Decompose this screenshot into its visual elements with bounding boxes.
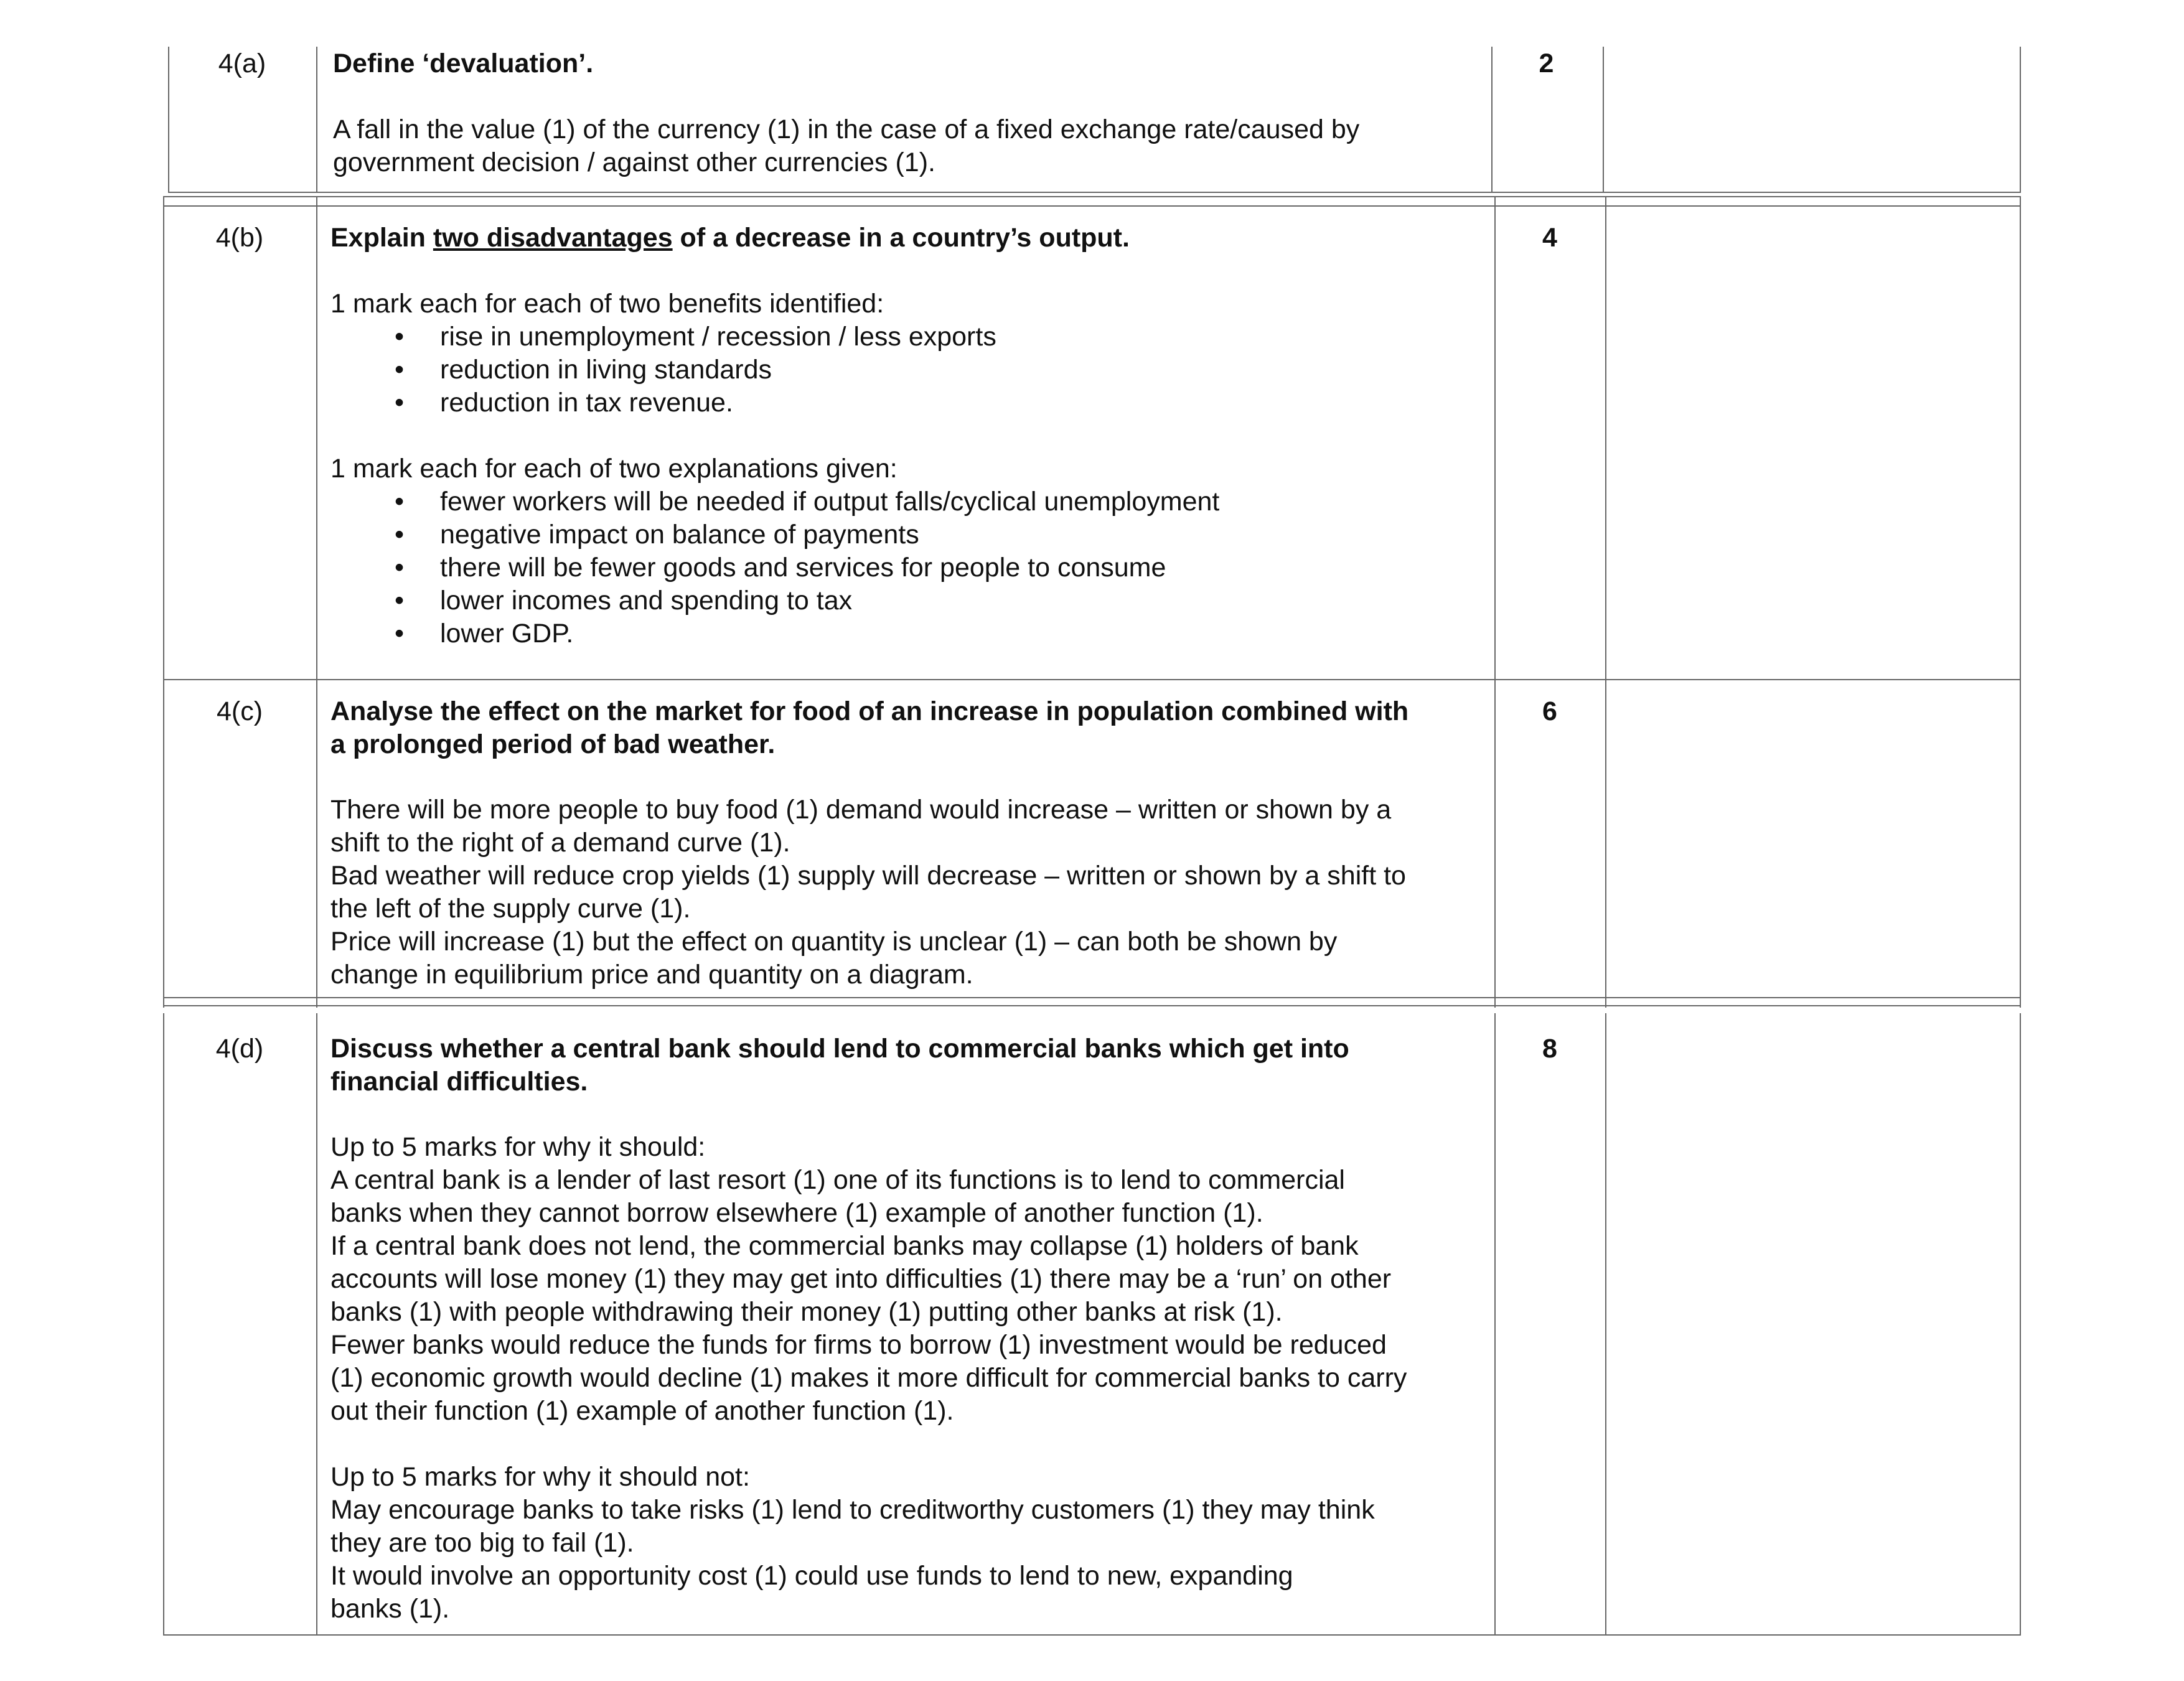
bullet-list xyxy=(330,321,1469,419)
marks-value: 4 xyxy=(1542,223,1557,253)
question-text: Define ‘devaluation’. xyxy=(333,49,594,78)
answer-text: Up to 5 marks for why it should: A central bank is a lender of last resort (1) one of its functions is to lend to commercial banks when they cannot borrow elsewhere (1) example of another function (1). If a central bank does not lend, the commercial banks may collapse (1) holders of bank accounts will lose money (1) they may get into difficulties (1) there may be a ‘run’ on other banks (1) with people withdrawing their money (1) putting other banks at risk (1). Fewer banks would reduce the funds for firms to borrow (1) investment would be reduced (1) economic growth would decline (1) makes it more difficult for commercial banks to carry out their function (1) example of another function (1). Up to 5 marks for why it should not: May encourage banks to take risks (1) lend to creditworthy customers (1) they may think they are too big to fail (1). It would involve an opportunity cost (1) could use funds to lend to new, expanding banks (1). xyxy=(330,1132,1407,1624)
list-item: • rise in unemployment / recession / less exports xyxy=(330,321,1469,354)
list-item: • lower incomes and spending to tax xyxy=(330,584,1469,617)
list-item: • negative impact on balance of payments xyxy=(330,518,1469,551)
list-item: • fewer workers will be needed if output falls/cyclical unemployment xyxy=(330,485,1469,518)
list-item: • there will be fewer goods and services for people to consume xyxy=(330,551,1469,584)
question-text: Discuss whether a central bank should lend to commercial banks which get into financial difficulties. xyxy=(330,1034,1349,1097)
list-item: • reduction in tax revenue. xyxy=(330,386,1469,419)
question-number: 4(b) xyxy=(215,223,264,253)
question-number: 4(c) xyxy=(216,696,263,726)
list-item: • lower GDP. xyxy=(330,617,1469,650)
question-number: 4(d) xyxy=(215,1034,264,1064)
answer-text: A fall in the value (1) of the currency (1) in the case of a fixed exchange rate/caused by government decision / against other currencies (1). xyxy=(333,115,1360,177)
question-text: Analyse the effect on the market for food of an increase in population combined with a prolonged period of bad weather. xyxy=(330,696,1409,759)
answer-text: There will be more people to buy food (1) demand would increase – written or shown by a shift to the right of a demand curve (1). Bad weather will reduce crop yields (1) supply will decrease – written or shown by a shift to the left of the supply curve (1). Price will increase (1) but the effect on quantity is unclear (1) – can both be shown by change in equilibrium price and quantity on a diagram. xyxy=(330,795,1406,990)
marks-value: 6 xyxy=(1542,696,1557,726)
question-text: Explain two disadvantages of a decrease in a country’s output. xyxy=(330,223,1130,253)
answer-text: 1 mark each for each of two benefits identified: • rise in unemployment / recession / less exports • reduction in living standards • reduction in tax revenue. 1 mark each for each of two explanations given: • fewer workers will be needed if output falls/cyclical unemployment • negative impact on balance of payments • there will be fewer goods and services for people to consume • lower incomes and spending to tax • lower GDP. xyxy=(330,288,1469,650)
marks-value: 8 xyxy=(1542,1034,1557,1064)
list-item: • reduction in living standards xyxy=(330,354,1469,386)
question-number: 4(a) xyxy=(218,49,266,78)
bullet-list xyxy=(330,485,1469,650)
marks-value: 2 xyxy=(1539,49,1554,78)
